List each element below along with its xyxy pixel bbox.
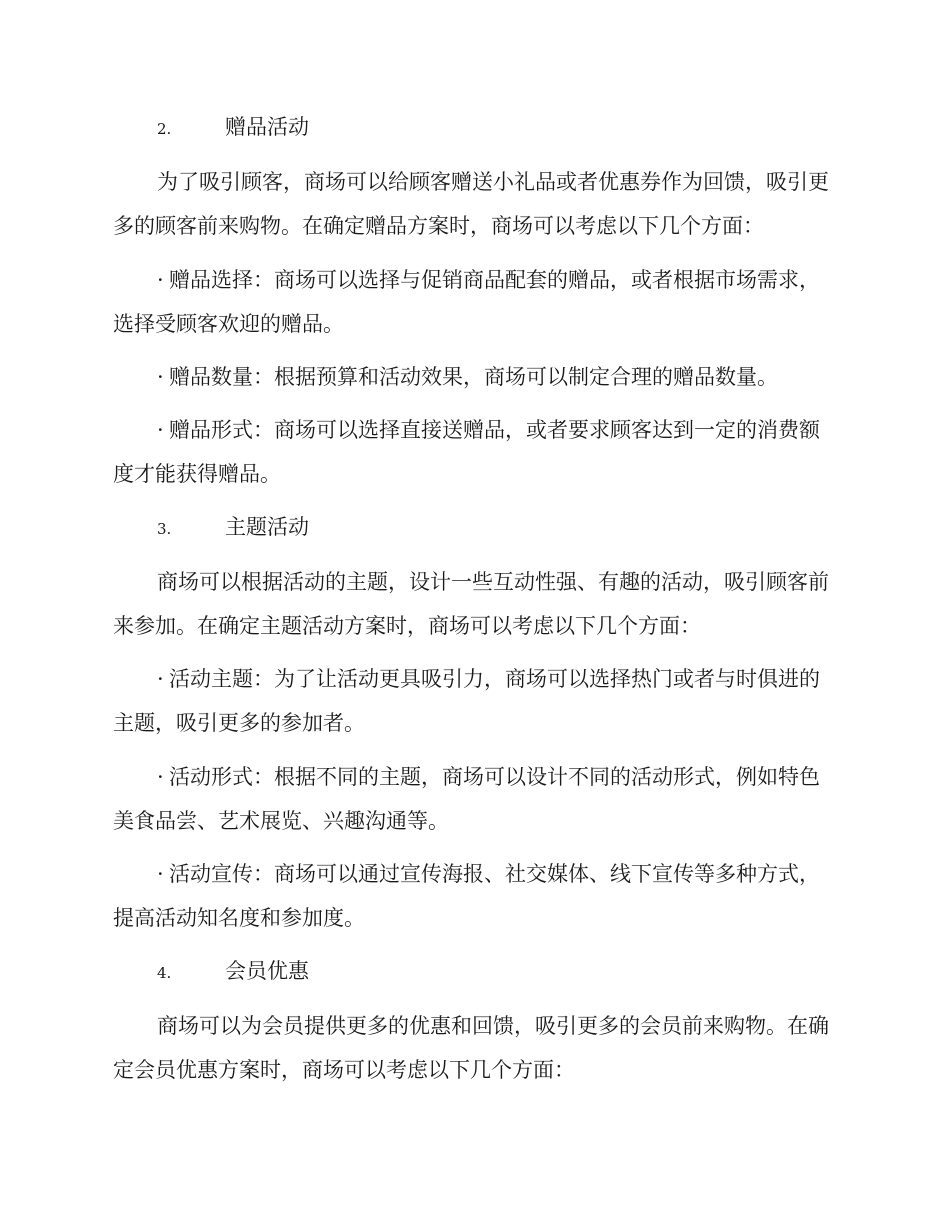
section-title: 赠品活动: [225, 115, 309, 139]
paragraph: 商场可以为会员提供更多的优惠和回馈，吸引更多的会员前来购物。在确定会员优惠方案时，商场可以考虑以下几个方面：: [113, 1014, 829, 1082]
section-heading: [157, 956, 309, 988]
bullet-text: 赠品形式：商场可以选择直接送赠品，或者要求顾客达到一定的消费额度才能获得赠品。: [113, 418, 820, 486]
section-title: 主题活动: [225, 515, 309, 539]
section-heading: [157, 512, 309, 544]
bullet-text: 活动主题：为了让活动更具吸引力，商场可以选择热门或者与时俱进的主题，吸引更多的参加者。: [113, 667, 820, 735]
bullet-text: 赠品选择：商场可以选择与促销商品配套的赠品，或者根据市场需求，选择受顾客欢迎的赠品。: [113, 268, 820, 336]
section-body: [113, 160, 833, 248]
bullet-item: [113, 852, 833, 940]
bullet-dot: ·: [157, 268, 164, 292]
paragraph: 为了吸引顾客，商场可以给顾客赠送小礼品或者优惠券作为回馈，吸引更多的顾客前来购物。在确定赠品方案时，商场可以考虑以下几个方面：: [113, 170, 829, 238]
bullet-text: 活动形式：根据不同的主题，商场可以设计不同的活动形式，例如特色美食品尝、艺术展览、兴趣沟通等。: [113, 765, 820, 833]
bullet-item: [113, 657, 833, 745]
bullet-text: 赠品数量：根据预算和活动效果，商场可以制定合理的赠品数量。: [169, 365, 778, 389]
bullet-item: [113, 355, 833, 399]
bullet-dot: ·: [157, 667, 164, 691]
section-number: 4.: [157, 964, 172, 982]
bullet-dot: ·: [157, 765, 164, 789]
section-number: 3.: [157, 520, 172, 538]
bullet-dot: ·: [157, 365, 164, 389]
bullet-item: [113, 408, 833, 496]
section-number: 2.: [157, 120, 172, 138]
bullet-text: 活动宣传：商场可以通过宣传海报、社交媒体、线下宣传等多种方式，提高活动知名度和参加度。: [113, 862, 820, 930]
bullet-dot: ·: [157, 418, 164, 442]
bullet-item: [113, 258, 833, 346]
section-heading: [157, 112, 309, 144]
section-title: 会员优惠: [225, 959, 309, 983]
paragraph: 商场可以根据活动的主题，设计一些互动性强、有趣的活动，吸引顾客前来参加。在确定主题活动方案时，商场可以考虑以下几个方面：: [113, 570, 829, 638]
bullet-dot: ·: [157, 862, 164, 886]
section-body: [113, 560, 833, 648]
section-body: [113, 1004, 833, 1092]
bullet-item: [113, 755, 833, 843]
